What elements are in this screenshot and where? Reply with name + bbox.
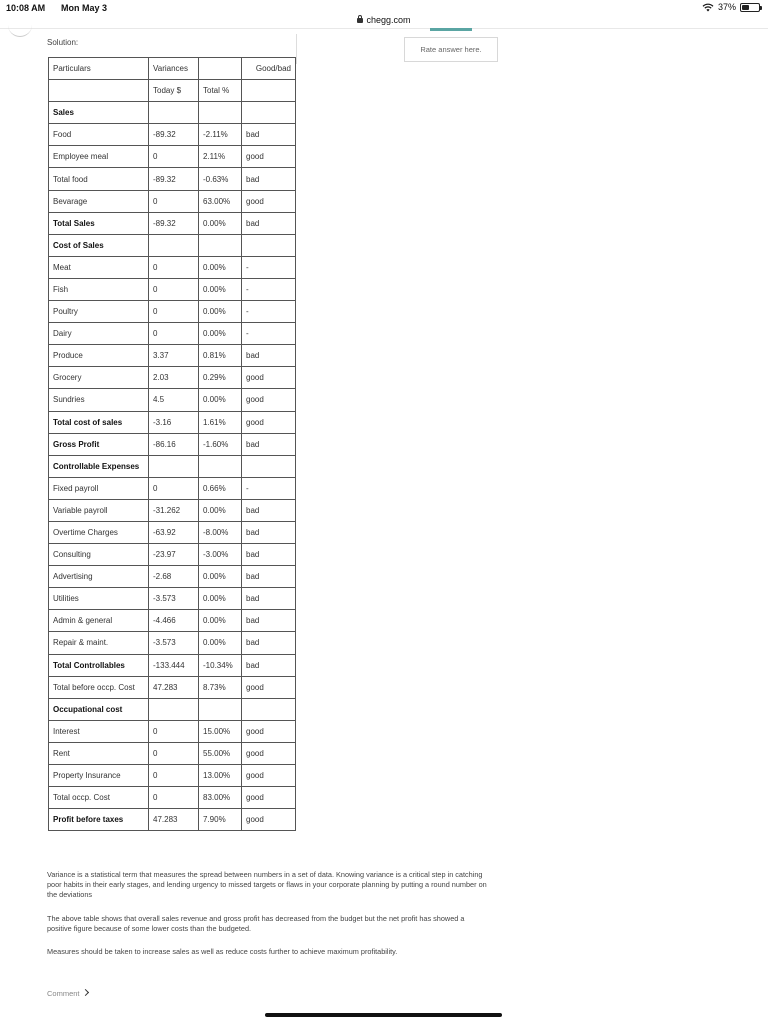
row-total-percent: 0.00% (199, 588, 242, 610)
row-label: Dairy (49, 323, 149, 345)
wifi-icon (702, 3, 714, 12)
table-row (49, 146, 296, 168)
row-total-percent: 0.66% (199, 477, 242, 499)
row-label: Repair & maint. (49, 632, 149, 654)
table-row (49, 389, 296, 411)
row-label: Property Insurance (49, 765, 149, 787)
row-today-variance (149, 234, 199, 256)
row-good-bad: good (242, 809, 296, 831)
row-total-percent: -1.60% (199, 433, 242, 455)
table-row (49, 323, 296, 345)
row-today-variance: -63.92 (149, 521, 199, 543)
row-label: Utilities (49, 588, 149, 610)
row-total-percent: 8.73% (199, 676, 242, 698)
table-row (49, 190, 296, 212)
row-good-bad: good (242, 787, 296, 809)
table-row (49, 367, 296, 389)
paragraph-variance-definition: Variance is a statistical term that measures the spread between numbers in a set of data. Knowing variance is a critical step in catching poor habits in their early stages, and lending urgency to missed targets or flaws in your corporate planning by putting a round number on the deviations (47, 870, 487, 899)
status-bar (0, 0, 768, 16)
row-good-bad: good (242, 389, 296, 411)
row-today-variance: -89.32 (149, 168, 199, 190)
row-total-percent: 0.00% (199, 212, 242, 234)
table-row (49, 455, 296, 477)
row-today-variance: -133.444 (149, 654, 199, 676)
toolbar-divider (0, 28, 768, 29)
row-label: Meat (49, 256, 149, 278)
row-good-bad: good (242, 720, 296, 742)
row-today-variance: 0 (149, 190, 199, 212)
row-label: Overtime Charges (49, 521, 149, 543)
row-label: Consulting (49, 544, 149, 566)
table-row (49, 124, 296, 146)
row-today-variance: 47.283 (149, 676, 199, 698)
row-today-variance (149, 455, 199, 477)
row-label: Cost of Sales (49, 234, 149, 256)
row-label: Occupational cost (49, 698, 149, 720)
row-label: Employee meal (49, 146, 149, 168)
row-good-bad: bad (242, 124, 296, 146)
table-row (49, 499, 296, 521)
row-today-variance: 0 (149, 256, 199, 278)
row-good-bad: bad (242, 654, 296, 676)
comment-label: Comment (47, 989, 80, 998)
row-total-percent: 0.00% (199, 256, 242, 278)
subheader-today: Today $ (149, 80, 199, 102)
row-good-bad: bad (242, 588, 296, 610)
row-today-variance: 0 (149, 742, 199, 764)
row-label: Sundries (49, 389, 149, 411)
row-today-variance: -86.16 (149, 433, 199, 455)
row-today-variance: -89.32 (149, 124, 199, 146)
table-row (49, 102, 296, 124)
row-total-percent: 0.00% (199, 323, 242, 345)
row-total-percent (199, 698, 242, 720)
table-row (49, 234, 296, 256)
row-good-bad: good (242, 146, 296, 168)
lock-icon (357, 18, 363, 23)
row-total-percent: 0.81% (199, 345, 242, 367)
accent-indicator (430, 28, 472, 31)
table-row (49, 256, 296, 278)
row-total-percent (199, 455, 242, 477)
row-today-variance: 0 (149, 765, 199, 787)
table-row (49, 477, 296, 499)
row-total-percent: 0.00% (199, 610, 242, 632)
comment-button[interactable] (47, 989, 88, 998)
row-label: Controllable Expenses (49, 455, 149, 477)
row-total-percent: 0.00% (199, 632, 242, 654)
row-today-variance: -3.573 (149, 588, 199, 610)
row-good-bad: bad (242, 544, 296, 566)
chevron-right-icon (81, 989, 88, 996)
rate-answer-button[interactable]: Rate answer here. (404, 37, 498, 62)
row-today-variance: 0 (149, 146, 199, 168)
row-total-percent: 7.90% (199, 809, 242, 831)
table-row (49, 742, 296, 764)
row-label: Total Sales (49, 212, 149, 234)
header-particulars: Particulars (49, 58, 149, 80)
column-divider (296, 34, 297, 64)
row-good-bad: bad (242, 521, 296, 543)
row-good-bad: bad (242, 168, 296, 190)
row-good-bad: bad (242, 610, 296, 632)
row-today-variance: 0 (149, 278, 199, 300)
row-label: Bevarage (49, 190, 149, 212)
battery-percent: 37% (717, 2, 736, 12)
solution-label: Solution: (47, 38, 79, 47)
row-today-variance (149, 102, 199, 124)
row-good-bad: bad (242, 433, 296, 455)
row-label: Total occp. Cost (49, 787, 149, 809)
address-bar[interactable] (0, 15, 768, 25)
row-total-percent: -3.00% (199, 544, 242, 566)
row-total-percent: 0.00% (199, 389, 242, 411)
row-total-percent: -0.63% (199, 168, 242, 190)
table-row (49, 654, 296, 676)
row-good-bad (242, 455, 296, 477)
row-total-percent: 13.00% (199, 765, 242, 787)
row-good-bad: - (242, 323, 296, 345)
table-row (49, 566, 296, 588)
table-row (49, 168, 296, 190)
row-good-bad (242, 234, 296, 256)
row-total-percent: 0.29% (199, 367, 242, 389)
row-total-percent: 0.00% (199, 301, 242, 323)
row-today-variance: -3.16 (149, 411, 199, 433)
row-good-bad: - (242, 256, 296, 278)
home-indicator[interactable] (265, 1013, 502, 1017)
table-row (49, 676, 296, 698)
status-date: Mon May 3 (61, 3, 108, 13)
paragraph-table-summary: The above table shows that overall sales revenue and gross profit has decreased from the budget but the net profit has showed a positive figure because of some lower costs than the budgeted. (47, 914, 465, 933)
table-row (49, 411, 296, 433)
row-good-bad: good (242, 742, 296, 764)
row-label: Gross Profit (49, 433, 149, 455)
row-label: Poultry (49, 301, 149, 323)
row-today-variance: 2.03 (149, 367, 199, 389)
table-row (49, 278, 296, 300)
table-subheader-row (49, 80, 296, 102)
row-total-percent: 1.61% (199, 411, 242, 433)
row-good-bad: bad (242, 345, 296, 367)
table-row (49, 720, 296, 742)
row-label: Grocery (49, 367, 149, 389)
variance-table (48, 57, 296, 831)
row-label: Produce (49, 345, 149, 367)
row-today-variance: -4.466 (149, 610, 199, 632)
row-total-percent: 83.00% (199, 787, 242, 809)
row-label: Total cost of sales (49, 411, 149, 433)
row-today-variance: 0 (149, 477, 199, 499)
row-today-variance: 0 (149, 323, 199, 345)
row-today-variance: -23.97 (149, 544, 199, 566)
subheader-blank-2 (242, 80, 296, 102)
row-today-variance: -31.262 (149, 499, 199, 521)
row-total-percent (199, 102, 242, 124)
row-good-bad: - (242, 301, 296, 323)
row-label: Advertising (49, 566, 149, 588)
row-total-percent: 63.00% (199, 190, 242, 212)
row-total-percent: -2.11% (199, 124, 242, 146)
table-row (49, 787, 296, 809)
table-row (49, 632, 296, 654)
table-row (49, 765, 296, 787)
row-label: Admin & general (49, 610, 149, 632)
row-label: Total before occp. Cost (49, 676, 149, 698)
battery-icon (740, 3, 760, 12)
table-row (49, 544, 296, 566)
row-good-bad (242, 698, 296, 720)
table-row (49, 809, 296, 831)
table-row (49, 433, 296, 455)
subheader-blank (49, 80, 149, 102)
header-blank (199, 58, 242, 80)
row-good-bad: bad (242, 499, 296, 521)
row-good-bad: - (242, 278, 296, 300)
status-time: 10:08 AM (6, 3, 46, 13)
row-label: Variable payroll (49, 499, 149, 521)
row-today-variance (149, 698, 199, 720)
row-today-variance: -3.573 (149, 632, 199, 654)
row-total-percent (199, 234, 242, 256)
url-text: chegg.com (366, 15, 411, 25)
row-label: Fixed payroll (49, 477, 149, 499)
table-row (49, 212, 296, 234)
table-header-row (49, 58, 296, 80)
row-today-variance: 47.283 (149, 809, 199, 831)
row-total-percent: 0.00% (199, 278, 242, 300)
row-total-percent: 15.00% (199, 720, 242, 742)
table-row (49, 521, 296, 543)
avatar-outline (8, 20, 32, 37)
table-row (49, 301, 296, 323)
row-good-bad: bad (242, 212, 296, 234)
row-label: Profit before taxes (49, 809, 149, 831)
row-total-percent: 0.00% (199, 499, 242, 521)
row-label: Total Controllables (49, 654, 149, 676)
row-total-percent: 55.00% (199, 742, 242, 764)
subheader-total: Total % (199, 80, 242, 102)
row-label: Interest (49, 720, 149, 742)
row-today-variance: 0 (149, 301, 199, 323)
table-row (49, 698, 296, 720)
row-label: Total food (49, 168, 149, 190)
row-good-bad: bad (242, 566, 296, 588)
row-label: Rent (49, 742, 149, 764)
row-good-bad: bad (242, 632, 296, 654)
row-good-bad: good (242, 190, 296, 212)
row-label: Fish (49, 278, 149, 300)
paragraph-recommendation: Measures should be taken to increase sales as well as reduce costs further to achieve maximum profitability. (47, 947, 398, 956)
row-good-bad (242, 102, 296, 124)
row-today-variance: -89.32 (149, 212, 199, 234)
table-row (49, 345, 296, 367)
row-good-bad: - (242, 477, 296, 499)
header-good-bad: Good/bad (242, 58, 296, 80)
table-row (49, 610, 296, 632)
row-label: Sales (49, 102, 149, 124)
table-row (49, 588, 296, 610)
row-good-bad: good (242, 676, 296, 698)
row-total-percent: 2.11% (199, 146, 242, 168)
row-today-variance: -2.68 (149, 566, 199, 588)
row-good-bad: good (242, 411, 296, 433)
row-today-variance: 0 (149, 787, 199, 809)
row-today-variance: 3.37 (149, 345, 199, 367)
row-good-bad: good (242, 765, 296, 787)
row-total-percent: -10.34% (199, 654, 242, 676)
row-good-bad: good (242, 367, 296, 389)
row-today-variance: 4.5 (149, 389, 199, 411)
header-variances: Variances (149, 58, 199, 80)
row-total-percent: -8.00% (199, 521, 242, 543)
row-total-percent: 0.00% (199, 566, 242, 588)
row-label: Food (49, 124, 149, 146)
row-today-variance: 0 (149, 720, 199, 742)
